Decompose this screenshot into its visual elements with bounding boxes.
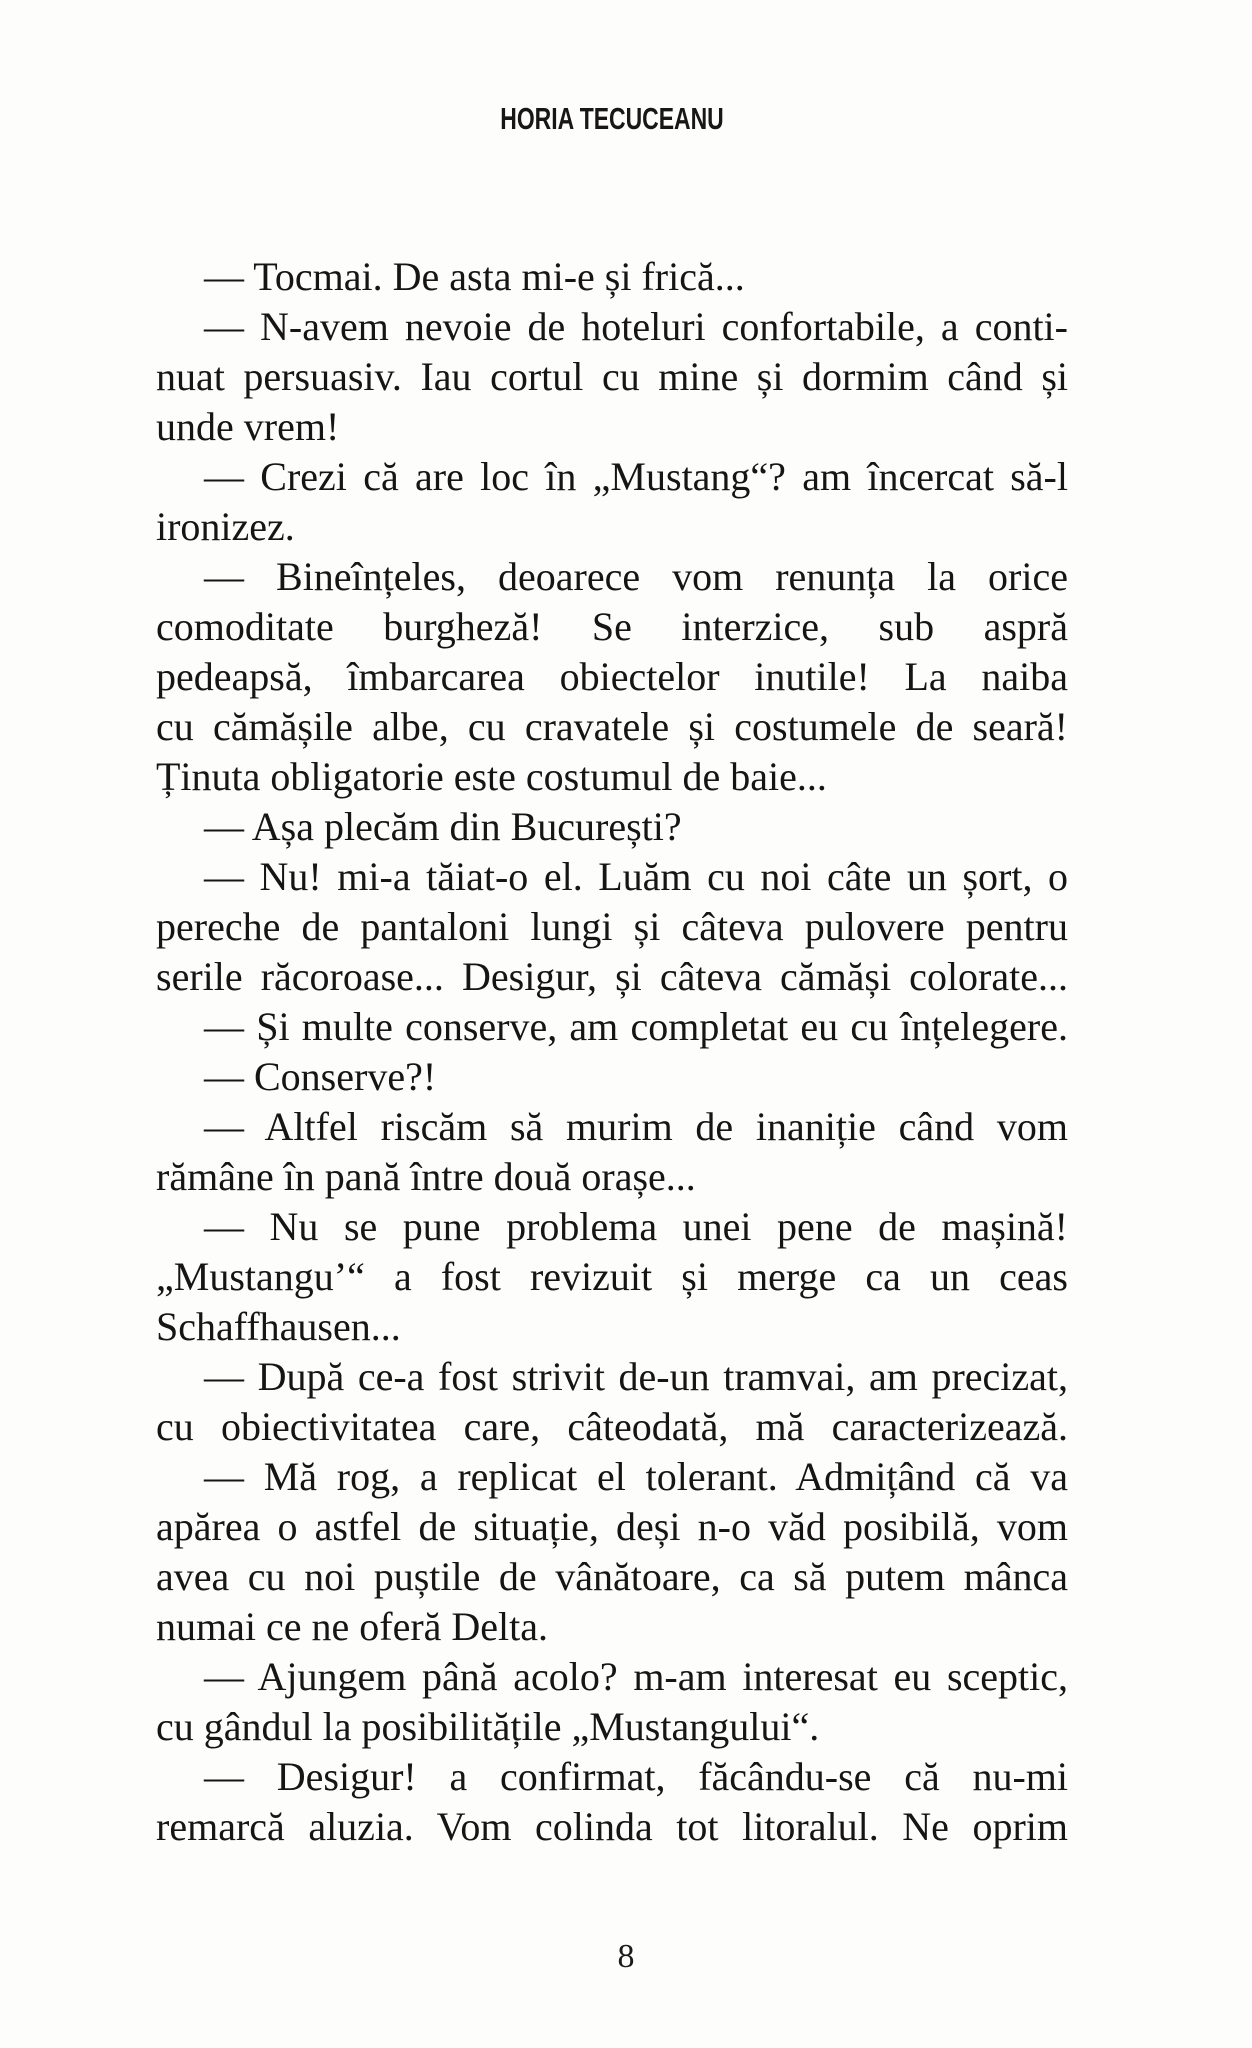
text-line: cu obiectivitatea care, câteodată, mă caracterizează. bbox=[156, 1404, 1068, 1449]
text-line: — După ce-a fost strivit de-un tramvai, am precizat, bbox=[204, 1354, 1068, 1399]
text-line: — Nu! mi-a tăiat-o el. Luăm cu noi câte un șort, o bbox=[204, 854, 1068, 899]
text-line: — Tocmai. De asta mi-e și frică... bbox=[204, 254, 745, 299]
text-line: — Conserve?! bbox=[204, 1054, 437, 1099]
text-line: rămâne în pană între două orașe... bbox=[156, 1154, 696, 1199]
text-line: ironizez. bbox=[156, 504, 295, 549]
page-number: 8 bbox=[617, 1938, 635, 1975]
text-line: nuat persuasiv. Iau cortul cu mine și dormim când și bbox=[156, 354, 1068, 399]
text-line: avea cu noi puștile de vânătoare, ca să putem mânca bbox=[156, 1554, 1068, 1599]
text-line: Schaffhausen... bbox=[156, 1304, 401, 1349]
running-head-text: HORIA TECUCEANU bbox=[500, 101, 724, 136]
text-line: — Crezi că are loc în „Mustang“? am încercat să-l bbox=[204, 454, 1068, 499]
text-line: — Nu se pune problema unei pene de mașină! bbox=[204, 1204, 1068, 1249]
text-line: — Ajungem până acolo? m-am interesat eu sceptic, bbox=[204, 1654, 1068, 1699]
text-line: — Așa plecăm din București? bbox=[204, 804, 682, 849]
text-line: — N-avem nevoie de hoteluri confortabile, a conti- bbox=[204, 304, 1068, 349]
text-line: pedeapsă, îmbarcarea obiectelor inutile! La naiba bbox=[156, 654, 1068, 699]
text-line: serile răcoroase... Desigur, și câteva cămăși colorate... bbox=[156, 954, 1068, 999]
text-line: pereche de pantaloni lungi și câteva pulovere pentru bbox=[156, 904, 1068, 949]
text-line: — Desigur! a confirmat, făcându-se că nu-mi bbox=[204, 1754, 1068, 1799]
running-head bbox=[156, 103, 1068, 134]
text-line: unde vrem! bbox=[156, 404, 340, 449]
text-line: remarcă aluzia. Vom colinda tot litoralul. Ne oprim bbox=[156, 1804, 1068, 1849]
text-line: cu cămășile albe, cu cravatele și costumele de seară! bbox=[156, 704, 1068, 749]
text-line: „Mustangu’“ a fost revizuit și merge ca un ceas bbox=[156, 1254, 1068, 1299]
text-line: — Altfel riscăm să murim de inaniție când vom bbox=[204, 1104, 1068, 1149]
text-line: cu gândul la posibilitățile „Mustangului“. bbox=[156, 1704, 820, 1749]
text-line: numai ce ne oferă Delta. bbox=[156, 1604, 549, 1649]
text-line: — Și multe conserve, am completat eu cu înțelegere. bbox=[204, 1004, 1068, 1049]
text-line: comoditate burgheză! Se interzice, sub aspră bbox=[156, 604, 1068, 649]
text-line: — Bineînțeles, deoarece vom renunța la orice bbox=[204, 554, 1068, 599]
text-line: apărea o astfel de situație, deși n-o văd posibilă, vom bbox=[156, 1504, 1068, 1549]
text-line: — Mă rog, a replicat el tolerant. Admițând că va bbox=[204, 1454, 1068, 1499]
body-text bbox=[156, 252, 1068, 1852]
text-line: Ținuta obligatorie este costumul de baie... bbox=[156, 754, 827, 799]
